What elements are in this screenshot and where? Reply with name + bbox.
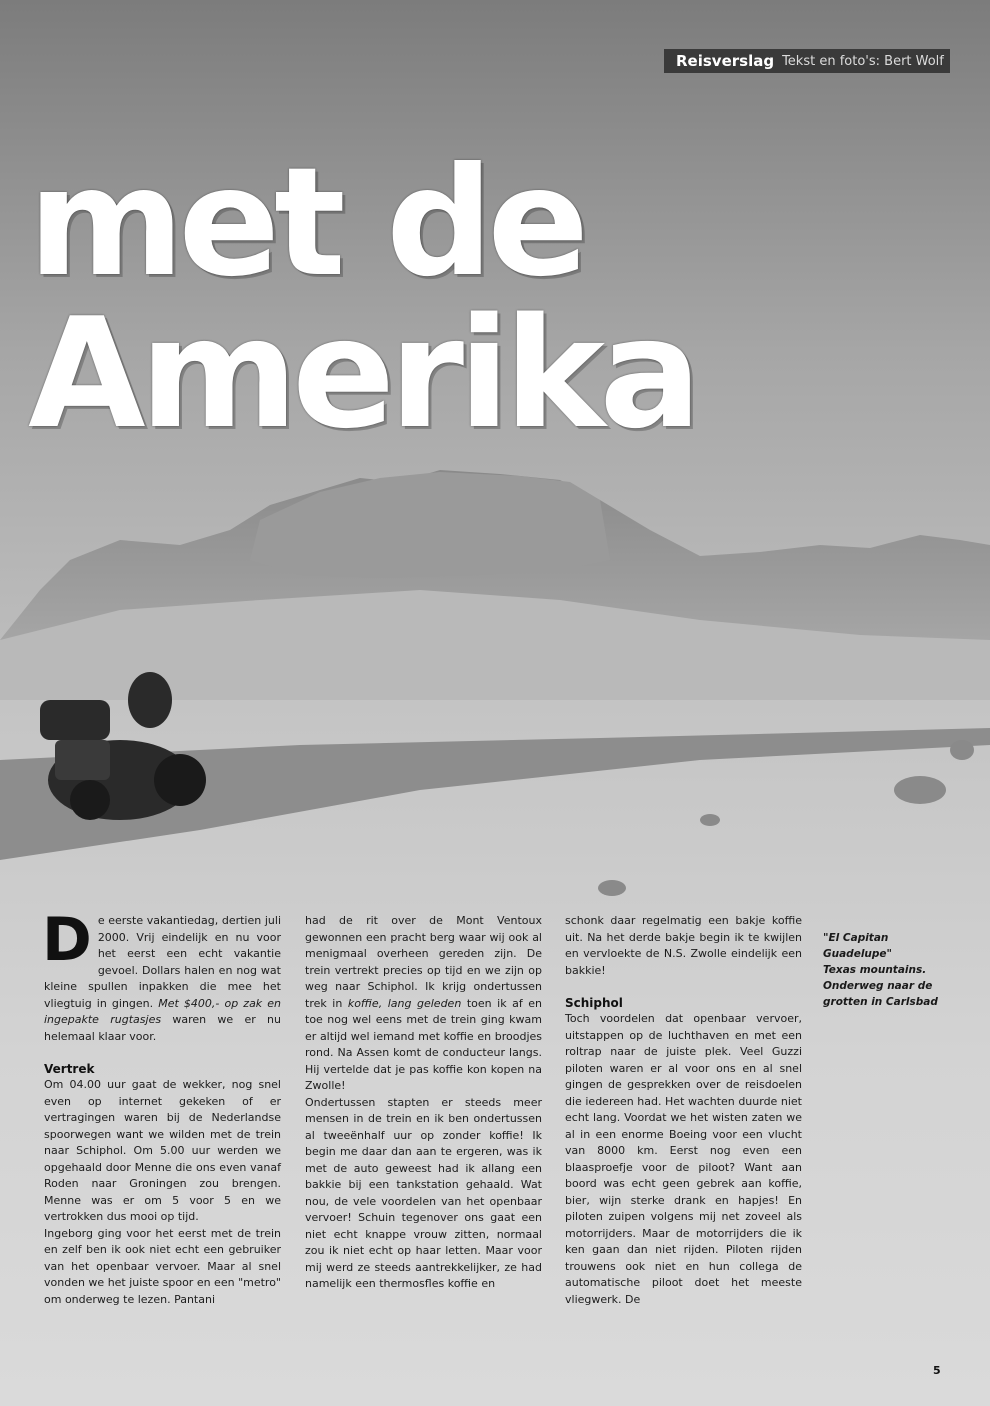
paragraph: Ingeborg ging voor het eerst met de trein en zelf ben ik ook niet echt een gebruiker van het openbaar vervoer. Maar al snel vonden we het juiste spoor en een "metro" om onderweg te lezen. Pantani [44,1226,281,1306]
subheading-vertrek: Vertrek [44,1062,95,1076]
article-column-2 [305,913,542,1293]
intro-paragraph: De eerste vakantiedag, dertien juli 2000. Vrij eindelijk en nu voor het eerst een echt vakantie gevoel. Dollars halen en nog wat kleine spullen inpakken die mee het vliegtuig in gingen. Met $400,- op zak en ingepakte rugtasjes waren we er nu helemaal klaar voor. [42,905,282,1043]
section-header [664,49,950,73]
paragraph: Om 04.00 uur gaat de wekker, nog snel even op internet gekeken of er vertragingen waren bij de Nederlandse spoorwegen want we wilden met de trein naar Schiphol. Om 5.00 uur werden we opgehaald door Menne die ons even vanaf Roden naar Groningen zou brengen. Menne was er om 5 voor 5 en we vertrokken dus mooi op tijd. [44,1078,281,1223]
paragraph: Ondertussen stapten er steeds meer mensen in de trein en ik ben ondertussen al tweeënhalf uur op zonder koffie! Ik begin me daar dan aan te ergeren, was ik met de auto geweest had ik allang een bakkie bij een tankstation gehaald. Wat nou, de vele voordelen van het openbaar vervoer! Schuin tegenover ons gaat een niet echt knappe vrouw zitten, normaal zou ik niet echt op haar letten. Maar voor mij werd ze steeds aantrekkelijker, ze had namelijk een thermosfles koffie en [305,1095,542,1290]
page-number: 5 [933,1364,941,1377]
section-label: Reisverslag [676,52,775,70]
subheading-schiphol: Schiphol [565,996,623,1010]
author-credit: Tekst en foto's: Bert Wolf [782,53,944,69]
paragraph: schonk daar regelmatig een bakje koffie uit. Na het derde bakje begin ik te kwijlen en vervloekte de N.S. Zwolle eindelijk een bakkie! [565,914,802,977]
paragraph: Toch voordelen dat openbaar vervoer, uitstappen op de luchthaven en met een roltrap naar de juiste plek. Veel Guzzi piloten waren er al voor ons en al snel gingen de gesprekken over de reisdoelen die iedereen had. Het wachten duurde niet echt lang. Voordat we het wisten zaten we al in een enorme Boeing voor een vlucht van 8000 km. Eerst nog even een blaasproefje voor de piloot? Want aan boord was echt geen gebrek aan koffie, bier, wijn sterke drank en hapjes! En piloten zuipen volgens mij net zoveel als motorrijders. Maar de motorrijders die ik ken gaan dan niet rijden. Piloten rijden trouwens ook niet en hun collega de automatische piloot doet het meeste vliegwerk. De [565,1012,802,1306]
headline-line-2: Amerika [28,285,696,462]
article-column-3 [565,913,802,1308]
article-column-1 [42,905,282,1308]
headline-line-1: met de [28,136,584,310]
drop-cap: D [42,905,92,975]
paragraph: had de rit over de Mont Ventoux gewonnen een pracht berg waar wij ook al menigmaal overheen gereden zijn. De trein vertrekt precies op tijd en we zijn op weg naar Schiphol. Ik krijg ondertussen trek in koffie, lang geleden toen ik af en toe nog wel eens met de trein ging kwam er altijd wel iemand met koffie en broodjes rond. Na Assen komt de conducteur langs. Hij vertelde dat je pas koffie kon kopen na Zwolle! [305,914,542,1092]
photo-caption: "El Capitan Guadelupe" Texas mountains. Onderweg naar de grotten in Carlsbad [823,932,938,1008]
